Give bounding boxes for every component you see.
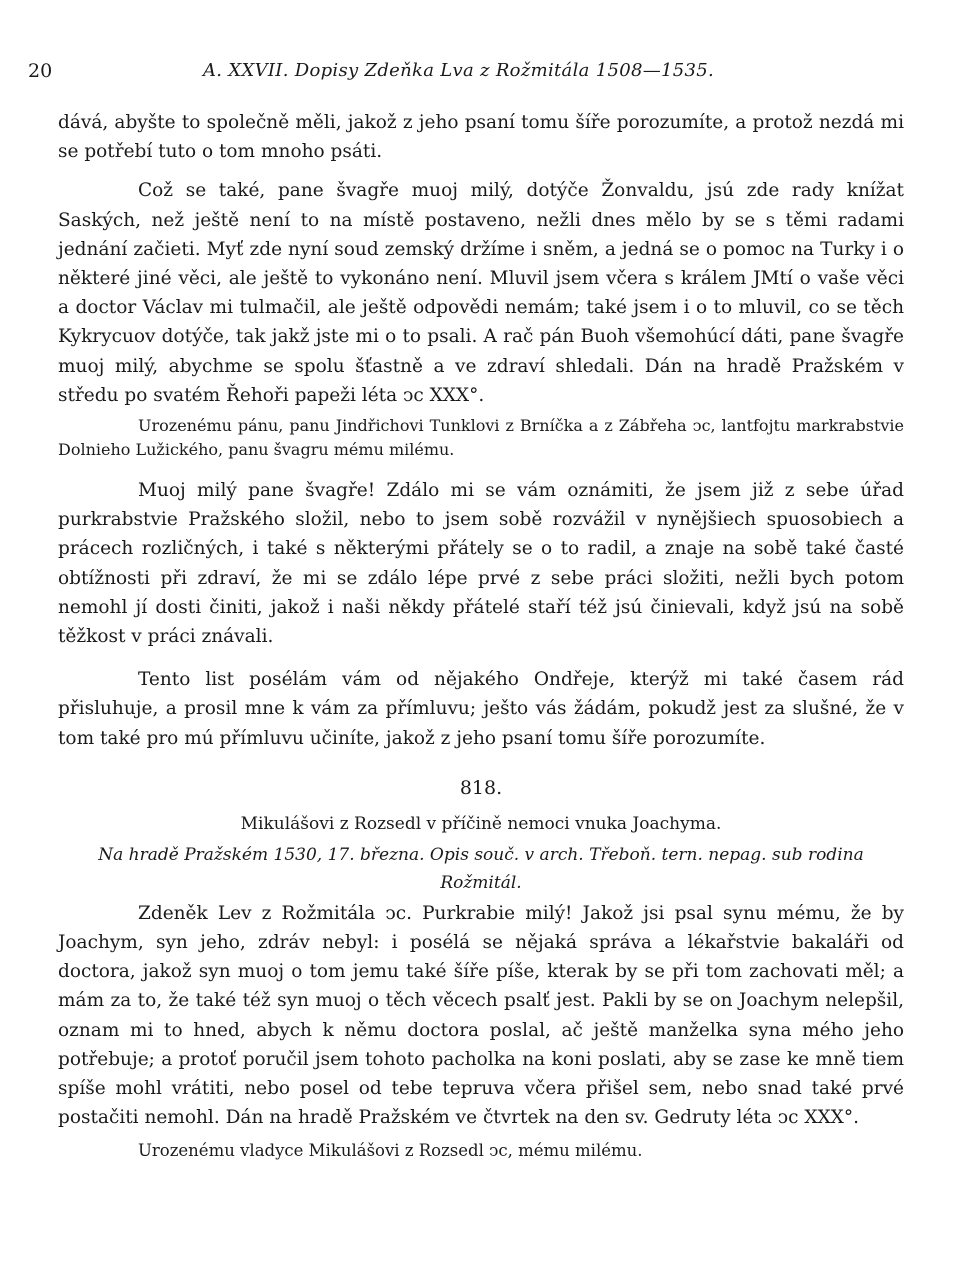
page-number: 20 (28, 60, 53, 82)
letter-heading: Mikulášovi z Rozsedl v příčině nemoci vnuka Joachyma. (240, 813, 722, 834)
body-text (58, 108, 904, 1164)
letter-body: Zdeněk Lev z Rožmitála ↄc. Purkrabie milý! Jakož jsi psal synu mému, že by Joachym, syn jeho, zdráv nebyl: i posélá se nějaká správa a lékařstvie bakaláři od doctora, jakož syn muoj o tom jemu také šíře píše, kterak by se při tom zachovati měl; a mám za to, že také též syn muoj o těch věcech psalť jest. Pakli by se on Joachym nelepšil, oznam mi to hned, abych k němu doctora poslal, ač ještě manželka syna mého jeho potřebuje; a protoť poručil jsem tohoto pacholka na koni poslati, aby se zase ke mně tiem spíše mohl vrátiti, nebo posel od tebe tepruva včera přišel sem, nebo snad také prvé postačiti nemohl. Dán na hradě Pražském ve čtvrtek na den sv. Gedruty léta ↄc XXX°. (58, 902, 904, 1129)
running-title: A. XXVII. Dopisy Zdeňka Lva z Rožmitála 1508—1535. (203, 60, 715, 81)
paragraph-purkrabstvi: Muoj milý pane švagře! Zdálo mi se vám oznámiti, že jsem již z sebe úřad purkrabstvie Pražského složil, nebo to jsem sobě rozvážil v nynějšiech spuosobiech a prácech rozličných, i také s některými přátely se o to radil, a znaje na sobě také časté obtížnosti při zdraví, že mi se zdálo lépe prvé z sebe práci složiti, nežli bych potom nemohl jí dosti činiti, jakož i naši někdy přátelé staří též jsú činievali, když jsú na sobě těžkost v práci znávali. (58, 480, 904, 648)
paragraph-continuation: dává, abyšte to společně měli, jakož z jeho psaní tomu šíře porozumíte, a protož nezdá mi se potřebí tuto o tom mnoho psáti. (58, 112, 904, 163)
address-tunkl: Urozenému pánu, panu Jindřichovi Tunklovi z Brníčka a z Zábřeha ↄc, lantfojtu markrabstvie Dolnieho Lužického, panu švagru mému milému. (58, 416, 904, 460)
document-page (28, 0, 904, 1280)
paragraph-zonvald: Což se také, pane švagře muoj milý, dotýče Žonvaldu, jsú zde rady knížat Saských, než ještě není to na místě postaveno, nežli dnes mělo by se s těmi radami jednání začieti. Myť zde nyní soud zemský držíme i sněm, a jedná se o pomoc na Turky i o některé jiné věci, ale ještě to vykonáno není. Mluvil jsem včera s králem JMtí o vaše věci a doctor Václav mi tulmačil, ale ještě odpovědi nemám; také jsem i o to mluvil, co se těch Kykrycuov dotýče, tak jakž jste mi o to psali. A rač pán Buoh všemohúcí dáti, pane švagře muoj milý, abychme se spolu šťastně a ve zdraví shledali. Dán na hradě Pražském v středu po svatém Řehoři papeži léta ↄc XXX°. (58, 180, 904, 406)
page-header (28, 60, 904, 90)
letter-closing-address: Urozenému vladyce Mikulášovi z Rozsedl ↄc, mému milému. (138, 1141, 643, 1161)
letter-source: Na hradě Pražském 1530, 17. března. Opis souč. v arch. Třeboň. tern. nepag. sub rodina Rožmitál. (98, 844, 864, 893)
paragraph-ondrej: Tento list posélám vám od nějakého Ondřeje, kterýž mi také časem rád přisluhuje, a prosil mne k vám za přímluvu; ješto vás žádám, pokudž jest za slušné, že v tom také pro mú přímluvu učiníte, jakož z jeho psaní tomu šíře porozumíte. (58, 669, 904, 749)
letter-number: 818. (459, 776, 503, 799)
